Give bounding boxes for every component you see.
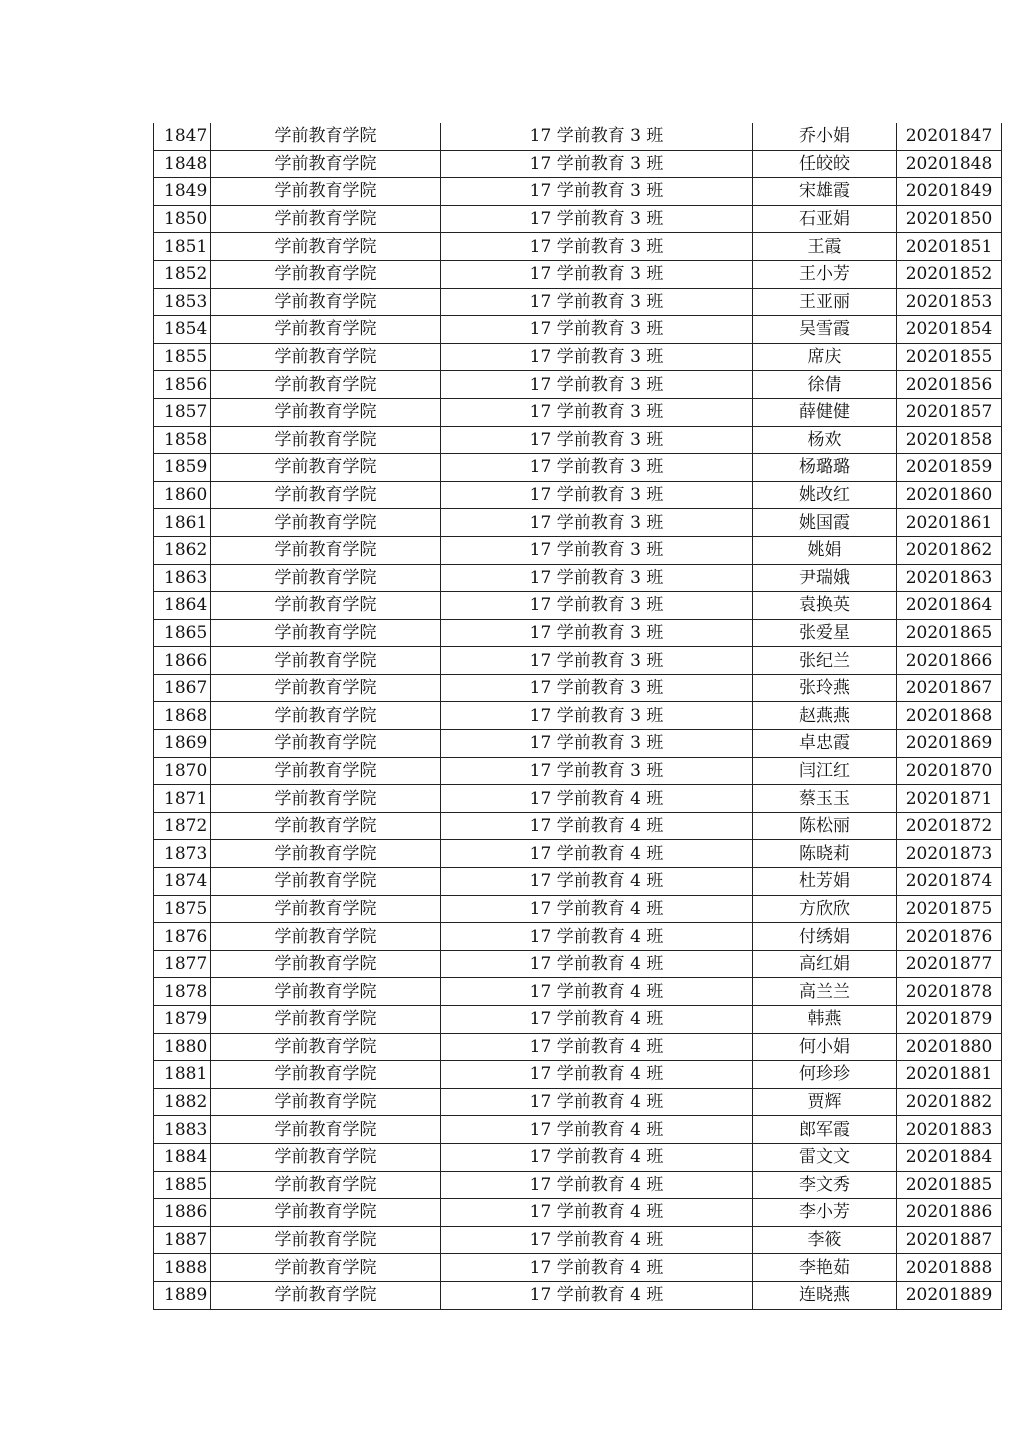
- cell-student-id: 20201877: [897, 950, 1002, 978]
- cell-number: 1865: [154, 619, 211, 647]
- cell-class: 17 学前教育 3 班: [441, 260, 753, 288]
- cell-college: 学前教育学院: [211, 1061, 441, 1089]
- cell-student-id: 20201880: [897, 1033, 1002, 1061]
- cell-student-name: 方欣欣: [753, 895, 897, 923]
- cell-number: 1852: [154, 260, 211, 288]
- cell-student-name: 卓忠霞: [753, 730, 897, 758]
- cell-student-name: 陈晓莉: [753, 840, 897, 868]
- table-row: [154, 895, 1002, 923]
- cell-number: 1850: [154, 205, 211, 233]
- cell-student-name: 赵燕燕: [753, 702, 897, 730]
- cell-class: 17 学前教育 3 班: [441, 150, 753, 178]
- cell-student-id: 20201875: [897, 895, 1002, 923]
- cell-student-id: 20201865: [897, 619, 1002, 647]
- cell-student-id: 20201863: [897, 564, 1002, 592]
- cell-number: 1870: [154, 757, 211, 785]
- cell-class: 17 学前教育 3 班: [441, 371, 753, 399]
- cell-college: 学前教育学院: [211, 730, 441, 758]
- cell-student-id: 20201884: [897, 1143, 1002, 1171]
- cell-class: 17 学前教育 3 班: [441, 123, 753, 150]
- cell-college: 学前教育学院: [211, 316, 441, 344]
- cell-class: 17 学前教育 4 班: [441, 1281, 753, 1309]
- cell-student-name: 雷文文: [753, 1143, 897, 1171]
- table-row: [154, 812, 1002, 840]
- cell-student-id: 20201850: [897, 205, 1002, 233]
- table-row: [154, 1033, 1002, 1061]
- cell-number: 1859: [154, 454, 211, 482]
- cell-student-name: 杨欢: [753, 426, 897, 454]
- table-row: [154, 592, 1002, 620]
- cell-class: 17 学前教育 4 班: [441, 895, 753, 923]
- cell-student-name: 杜芳娟: [753, 868, 897, 896]
- cell-class: 17 学前教育 3 班: [441, 647, 753, 675]
- cell-number: 1864: [154, 592, 211, 620]
- cell-college: 学前教育学院: [211, 398, 441, 426]
- cell-number: 1888: [154, 1254, 211, 1282]
- cell-college: 学前教育学院: [211, 647, 441, 675]
- cell-class: 17 学前教育 3 班: [441, 619, 753, 647]
- cell-student-id: 20201881: [897, 1061, 1002, 1089]
- cell-student-id: 20201864: [897, 592, 1002, 620]
- table-row: [154, 950, 1002, 978]
- cell-college: 学前教育学院: [211, 978, 441, 1006]
- cell-class: 17 学前教育 3 班: [441, 398, 753, 426]
- cell-student-id: 20201868: [897, 702, 1002, 730]
- cell-college: 学前教育学院: [211, 1006, 441, 1034]
- cell-student-name: 李艳茹: [753, 1254, 897, 1282]
- cell-class: 17 学前教育 4 班: [441, 840, 753, 868]
- table-row: [154, 1171, 1002, 1199]
- cell-college: 学前教育学院: [211, 868, 441, 896]
- cell-class: 17 学前教育 3 班: [441, 674, 753, 702]
- cell-number: 1869: [154, 730, 211, 758]
- table-row: [154, 868, 1002, 896]
- table-row: [154, 1116, 1002, 1144]
- cell-number: 1856: [154, 371, 211, 399]
- cell-college: 学前教育学院: [211, 1171, 441, 1199]
- table-row: [154, 1226, 1002, 1254]
- table-row: [154, 1143, 1002, 1171]
- cell-student-id: 20201879: [897, 1006, 1002, 1034]
- cell-number: 1875: [154, 895, 211, 923]
- cell-student-id: 20201847: [897, 123, 1002, 150]
- cell-number: 1847: [154, 123, 211, 150]
- cell-college: 学前教育学院: [211, 564, 441, 592]
- table-row: [154, 288, 1002, 316]
- cell-class: 17 学前教育 3 班: [441, 454, 753, 482]
- cell-college: 学前教育学院: [211, 757, 441, 785]
- cell-number: 1871: [154, 785, 211, 813]
- table-row: [154, 1199, 1002, 1227]
- table-row: [154, 1006, 1002, 1034]
- table-row: [154, 978, 1002, 1006]
- cell-student-name: 石亚娟: [753, 205, 897, 233]
- cell-class: 17 学前教育 4 班: [441, 950, 753, 978]
- cell-student-id: 20201848: [897, 150, 1002, 178]
- cell-student-id: 20201861: [897, 509, 1002, 537]
- cell-class: 17 学前教育 3 班: [441, 481, 753, 509]
- cell-student-id: 20201878: [897, 978, 1002, 1006]
- cell-student-id: 20201873: [897, 840, 1002, 868]
- cell-college: 学前教育学院: [211, 481, 441, 509]
- cell-number: 1866: [154, 647, 211, 675]
- table-row: [154, 1061, 1002, 1089]
- cell-college: 学前教育学院: [211, 1033, 441, 1061]
- table-row: [154, 674, 1002, 702]
- cell-student-name: 李筱: [753, 1226, 897, 1254]
- cell-number: 1848: [154, 150, 211, 178]
- cell-number: 1884: [154, 1143, 211, 1171]
- cell-class: 17 学前教育 3 班: [441, 702, 753, 730]
- table-row: [154, 454, 1002, 482]
- cell-number: 1873: [154, 840, 211, 868]
- cell-class: 17 学前教育 3 班: [441, 592, 753, 620]
- cell-college: 学前教育学院: [211, 288, 441, 316]
- table-row: [154, 730, 1002, 758]
- cell-number: 1872: [154, 812, 211, 840]
- cell-student-name: 宋雄霞: [753, 178, 897, 206]
- table-row: [154, 150, 1002, 178]
- cell-student-name: 李文秀: [753, 1171, 897, 1199]
- table-row: [154, 343, 1002, 371]
- cell-student-id: 20201853: [897, 288, 1002, 316]
- cell-student-id: 20201849: [897, 178, 1002, 206]
- cell-class: 17 学前教育 3 班: [441, 316, 753, 344]
- cell-student-name: 吴雪霞: [753, 316, 897, 344]
- cell-student-id: 20201886: [897, 1199, 1002, 1227]
- cell-college: 学前教育学院: [211, 123, 441, 150]
- cell-number: 1853: [154, 288, 211, 316]
- cell-class: 17 学前教育 4 班: [441, 1088, 753, 1116]
- cell-student-id: 20201885: [897, 1171, 1002, 1199]
- cell-student-id: 20201888: [897, 1254, 1002, 1282]
- table-row: [154, 205, 1002, 233]
- cell-college: 学前教育学院: [211, 592, 441, 620]
- cell-number: 1883: [154, 1116, 211, 1144]
- table-row: [154, 757, 1002, 785]
- cell-college: 学前教育学院: [211, 812, 441, 840]
- cell-number: 1860: [154, 481, 211, 509]
- cell-student-id: 20201860: [897, 481, 1002, 509]
- cell-college: 学前教育学院: [211, 509, 441, 537]
- cell-student-name: 王小芳: [753, 260, 897, 288]
- cell-student-id: 20201862: [897, 536, 1002, 564]
- cell-class: 17 学前教育 4 班: [441, 923, 753, 951]
- cell-number: 1878: [154, 978, 211, 1006]
- table-row: [154, 178, 1002, 206]
- cell-number: 1887: [154, 1226, 211, 1254]
- cell-student-name: 何珍珍: [753, 1061, 897, 1089]
- cell-class: 17 学前教育 3 班: [441, 343, 753, 371]
- table-row: [154, 1088, 1002, 1116]
- cell-class: 17 学前教育 3 班: [441, 730, 753, 758]
- cell-college: 学前教育学院: [211, 840, 441, 868]
- cell-student-id: 20201866: [897, 647, 1002, 675]
- cell-student-name: 李小芳: [753, 1199, 897, 1227]
- cell-class: 17 学前教育 4 班: [441, 812, 753, 840]
- cell-student-name: 高红娟: [753, 950, 897, 978]
- cell-student-id: 20201889: [897, 1281, 1002, 1309]
- table-row: [154, 702, 1002, 730]
- cell-student-name: 乔小娟: [753, 123, 897, 150]
- cell-college: 学前教育学院: [211, 343, 441, 371]
- cell-number: 1880: [154, 1033, 211, 1061]
- cell-student-name: 徐倩: [753, 371, 897, 399]
- cell-student-name: 闫江红: [753, 757, 897, 785]
- cell-student-name: 郎军霞: [753, 1116, 897, 1144]
- table-row: [154, 371, 1002, 399]
- roster-body: [154, 123, 1002, 1309]
- cell-student-name: 王亚丽: [753, 288, 897, 316]
- table-row: [154, 316, 1002, 344]
- table-row: [154, 1281, 1002, 1309]
- cell-student-name: 陈松丽: [753, 812, 897, 840]
- cell-college: 学前教育学院: [211, 950, 441, 978]
- table-row: [154, 481, 1002, 509]
- cell-class: 17 学前教育 4 班: [441, 1116, 753, 1144]
- cell-class: 17 学前教育 4 班: [441, 1061, 753, 1089]
- cell-student-id: 20201859: [897, 454, 1002, 482]
- cell-college: 学前教育学院: [211, 702, 441, 730]
- cell-class: 17 学前教育 3 班: [441, 757, 753, 785]
- cell-college: 学前教育学院: [211, 1281, 441, 1309]
- table-row: [154, 1254, 1002, 1282]
- cell-class: 17 学前教育 4 班: [441, 1254, 753, 1282]
- cell-college: 学前教育学院: [211, 1116, 441, 1144]
- cell-student-name: 韩燕: [753, 1006, 897, 1034]
- cell-class: 17 学前教育 4 班: [441, 785, 753, 813]
- cell-student-name: 付绣娟: [753, 923, 897, 951]
- cell-college: 学前教育学院: [211, 233, 441, 261]
- table-row: [154, 536, 1002, 564]
- table-row: [154, 260, 1002, 288]
- cell-number: 1882: [154, 1088, 211, 1116]
- cell-number: 1854: [154, 316, 211, 344]
- table-row: [154, 564, 1002, 592]
- cell-college: 学前教育学院: [211, 205, 441, 233]
- cell-number: 1874: [154, 868, 211, 896]
- cell-college: 学前教育学院: [211, 260, 441, 288]
- cell-number: 1867: [154, 674, 211, 702]
- cell-number: 1886: [154, 1199, 211, 1227]
- cell-student-name: 杨璐璐: [753, 454, 897, 482]
- cell-student-id: 20201869: [897, 730, 1002, 758]
- cell-number: 1876: [154, 923, 211, 951]
- cell-class: 17 学前教育 3 班: [441, 178, 753, 206]
- cell-class: 17 学前教育 3 班: [441, 509, 753, 537]
- cell-class: 17 学前教育 4 班: [441, 1199, 753, 1227]
- cell-number: 1855: [154, 343, 211, 371]
- cell-number: 1851: [154, 233, 211, 261]
- cell-college: 学前教育学院: [211, 785, 441, 813]
- cell-class: 17 学前教育 4 班: [441, 1226, 753, 1254]
- table-row: [154, 233, 1002, 261]
- cell-number: 1889: [154, 1281, 211, 1309]
- cell-student-id: 20201887: [897, 1226, 1002, 1254]
- cell-number: 1862: [154, 536, 211, 564]
- table-row: [154, 785, 1002, 813]
- cell-student-name: 任皎皎: [753, 150, 897, 178]
- cell-student-name: 贾辉: [753, 1088, 897, 1116]
- cell-class: 17 学前教育 4 班: [441, 1033, 753, 1061]
- cell-college: 学前教育学院: [211, 1088, 441, 1116]
- cell-college: 学前教育学院: [211, 454, 441, 482]
- cell-class: 17 学前教育 3 班: [441, 426, 753, 454]
- cell-student-id: 20201858: [897, 426, 1002, 454]
- cell-number: 1877: [154, 950, 211, 978]
- table-row: [154, 840, 1002, 868]
- cell-student-name: 张爱星: [753, 619, 897, 647]
- cell-student-name: 张玲燕: [753, 674, 897, 702]
- cell-college: 学前教育学院: [211, 674, 441, 702]
- cell-college: 学前教育学院: [211, 1143, 441, 1171]
- cell-number: 1879: [154, 1006, 211, 1034]
- cell-college: 学前教育学院: [211, 1226, 441, 1254]
- cell-student-id: 20201883: [897, 1116, 1002, 1144]
- cell-college: 学前教育学院: [211, 923, 441, 951]
- cell-student-id: 20201854: [897, 316, 1002, 344]
- cell-class: 17 学前教育 3 班: [441, 536, 753, 564]
- cell-student-name: 姚改红: [753, 481, 897, 509]
- cell-student-id: 20201857: [897, 398, 1002, 426]
- cell-student-id: 20201867: [897, 674, 1002, 702]
- cell-student-name: 袁换英: [753, 592, 897, 620]
- cell-student-id: 20201872: [897, 812, 1002, 840]
- cell-class: 17 学前教育 4 班: [441, 1006, 753, 1034]
- cell-student-id: 20201855: [897, 343, 1002, 371]
- cell-number: 1885: [154, 1171, 211, 1199]
- cell-college: 学前教育学院: [211, 536, 441, 564]
- table-row: [154, 923, 1002, 951]
- cell-student-id: 20201876: [897, 923, 1002, 951]
- cell-college: 学前教育学院: [211, 426, 441, 454]
- cell-class: 17 学前教育 3 班: [441, 205, 753, 233]
- cell-student-name: 姚国霞: [753, 509, 897, 537]
- cell-number: 1861: [154, 509, 211, 537]
- cell-college: 学前教育学院: [211, 1254, 441, 1282]
- table-row: [154, 509, 1002, 537]
- cell-student-name: 王霞: [753, 233, 897, 261]
- student-roster-table: [153, 123, 1002, 1310]
- table-row: [154, 647, 1002, 675]
- cell-student-name: 张纪兰: [753, 647, 897, 675]
- cell-class: 17 学前教育 3 班: [441, 288, 753, 316]
- cell-student-id: 20201871: [897, 785, 1002, 813]
- cell-class: 17 学前教育 4 班: [441, 1143, 753, 1171]
- cell-student-id: 20201870: [897, 757, 1002, 785]
- cell-student-id: 20201874: [897, 868, 1002, 896]
- cell-student-id: 20201882: [897, 1088, 1002, 1116]
- cell-number: 1849: [154, 178, 211, 206]
- table-row: [154, 398, 1002, 426]
- cell-college: 学前教育学院: [211, 895, 441, 923]
- cell-class: 17 学前教育 4 班: [441, 978, 753, 1006]
- cell-student-id: 20201852: [897, 260, 1002, 288]
- cell-class: 17 学前教育 3 班: [441, 233, 753, 261]
- cell-class: 17 学前教育 4 班: [441, 868, 753, 896]
- cell-number: 1857: [154, 398, 211, 426]
- cell-college: 学前教育学院: [211, 150, 441, 178]
- cell-student-name: 高兰兰: [753, 978, 897, 1006]
- cell-student-name: 连晓燕: [753, 1281, 897, 1309]
- cell-class: 17 学前教育 4 班: [441, 1171, 753, 1199]
- cell-college: 学前教育学院: [211, 371, 441, 399]
- cell-number: 1863: [154, 564, 211, 592]
- cell-number: 1868: [154, 702, 211, 730]
- cell-college: 学前教育学院: [211, 619, 441, 647]
- cell-class: 17 学前教育 3 班: [441, 564, 753, 592]
- cell-student-id: 20201856: [897, 371, 1002, 399]
- cell-student-name: 蔡玉玉: [753, 785, 897, 813]
- table-row: [154, 426, 1002, 454]
- cell-number: 1881: [154, 1061, 211, 1089]
- cell-student-name: 尹瑞娥: [753, 564, 897, 592]
- cell-college: 学前教育学院: [211, 1199, 441, 1227]
- cell-number: 1858: [154, 426, 211, 454]
- cell-student-name: 姚娟: [753, 536, 897, 564]
- cell-student-name: 席庆: [753, 343, 897, 371]
- table-row: [154, 123, 1002, 150]
- table-row: [154, 619, 1002, 647]
- cell-student-name: 何小娟: [753, 1033, 897, 1061]
- cell-college: 学前教育学院: [211, 178, 441, 206]
- cell-student-name: 薛健健: [753, 398, 897, 426]
- cell-student-id: 20201851: [897, 233, 1002, 261]
